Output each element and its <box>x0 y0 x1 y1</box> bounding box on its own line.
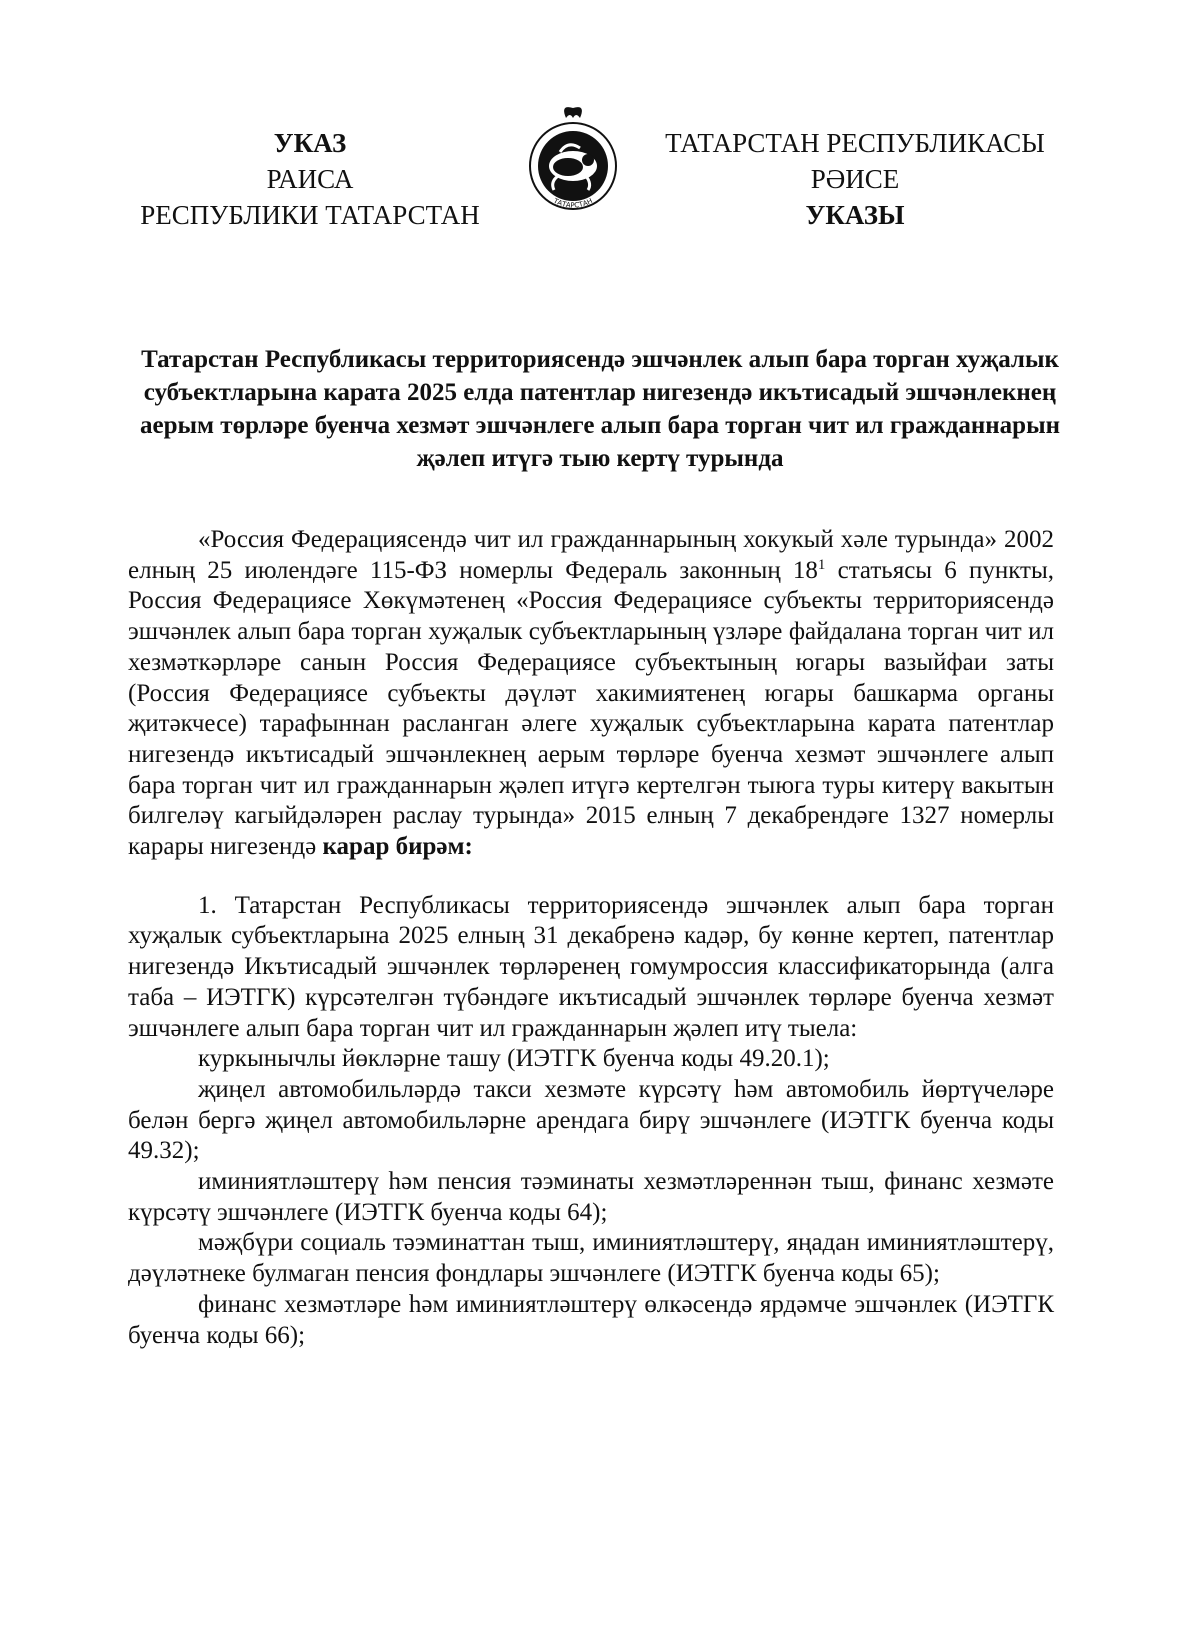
preamble-superscript: 1 <box>817 556 826 573</box>
clause-1: 1. Татарстан Республикасы территориясендә эшчәнлек алып бара торган хуҗалык субъектларына 2025 елның 31 декабренә кадәр, бу көнне кертеп, патентлар нигезендә Икътисадый эшчәнлек төрләренең гомумроссия классификаторында (алга таба – ИЭТГК) күрсәтелгән түбәндәге икътисадый эшчәнлек төрләре буенча хезмәт эшчәнлеге алып бара торган чит ил гражданнарын җәлеп итү тыела: <box>128 891 1054 1042</box>
paragraph-gap <box>128 863 1054 891</box>
preamble-resolution: карар бирәм: <box>322 833 473 861</box>
header-left <box>125 125 495 233</box>
header-left-line-3: РЕСПУБЛИКИ ТАТАРСТАН <box>140 200 480 230</box>
document-body <box>128 525 1054 1351</box>
coat-of-arms-emblem <box>518 100 628 215</box>
preamble-text-b: статьясы 6 пункты, Россия Федерациясе Хөкүмәтенең «Россия Федерациясе субъекты территориясендә эшчәнлек алып бара торган хуҗалык субъектларының үзләре файдалана торган чит ил хезмәткәрләре санын Россия Федерациясе субъектының югары вазыйфаи заты (Россия Федерациясе субъекты дәүләт хакимиятенең югары башкарма органы җитәкчесе) тарафыннан расланган әлеге хуҗалык субъектларына карата патентлар нигезендә икътисадый эшчәнлекнең аерым төрләре буенча хезмәт эшчәнлеге алып бара торган чит ил гражданнарын җәлеп итүгә кертелгән тыюга туры китерү вакытын билгеләү кагыйдәләрен раслау турында» 2015 елның 7 декабрендәге 1327 номерлы карары нигезендә <box>128 556 1055 861</box>
document-title: Татарстан Республикасы территориясендә эшчәнлек алып бара торган хуҗалык субъектларына карата 2025 елда патентлар нигезендә икътисадый эшчәнлекнең аерым төрләре буенча хезмәт эшчәнлеге алып бара торган чит ил гражданнарын җәлеп итүгә тыю кертү турында <box>140 346 1060 472</box>
header-right-line-2: РӘИСЕ <box>810 164 900 194</box>
list-item: мәҗбүри социаль тәэминаттан тыш, иминиятләштерү, яңадан иминиятләштерү, дәүләтнеке булмаган пенсия фондлары эшчәнлеге (ИЭТГК буенча коды 65); <box>128 1229 1054 1288</box>
list-item: финанс хезмәтләре һәм иминиятләштерү өлкәсендә ярдәмче эшчәнлек (ИЭТГК буенча коды 66); <box>128 1290 1054 1349</box>
header-left-line-1: УКАЗ <box>273 128 347 158</box>
svg-text:ТАТАРСТАН: ТАТАРСТАН <box>552 196 594 210</box>
header-right <box>655 125 1055 233</box>
list-item: иминиятләштерү һәм пенсия тәэминаты хезмәтләреннән тыш, финанс хезмәте күрсәтү эшчәнлеге (ИЭТГК буенча коды 64); <box>128 1168 1054 1226</box>
header-left-line-2: РАИСА <box>266 164 354 194</box>
preamble-paragraph <box>128 525 1054 863</box>
header-right-line-3: УКАЗЫ <box>805 200 905 230</box>
header-right-line-1: ТАТАРСТАН РЕСПУБЛИКАСЫ <box>665 128 1045 158</box>
preamble-text-a: «Россия Федерациясендә чит ил гражданнарының хокукый хәле турында» 2002 елның 25 июлендәге 115-ФЗ номерлы Федераль законның 18 <box>128 526 1054 584</box>
list-item: җиңел автомобильләрдә такси хезмәте күрсәтү һәм автомобиль йөртүчеләре белән бергә җиңел автомобильләрне арендага бирү эшчәнлеге (ИЭТГК буенча коды 49.32); <box>128 1075 1054 1165</box>
list-item: куркынычлы йөкләрне ташу (ИЭТГК буенча коды 49.20.1); <box>198 1045 830 1073</box>
